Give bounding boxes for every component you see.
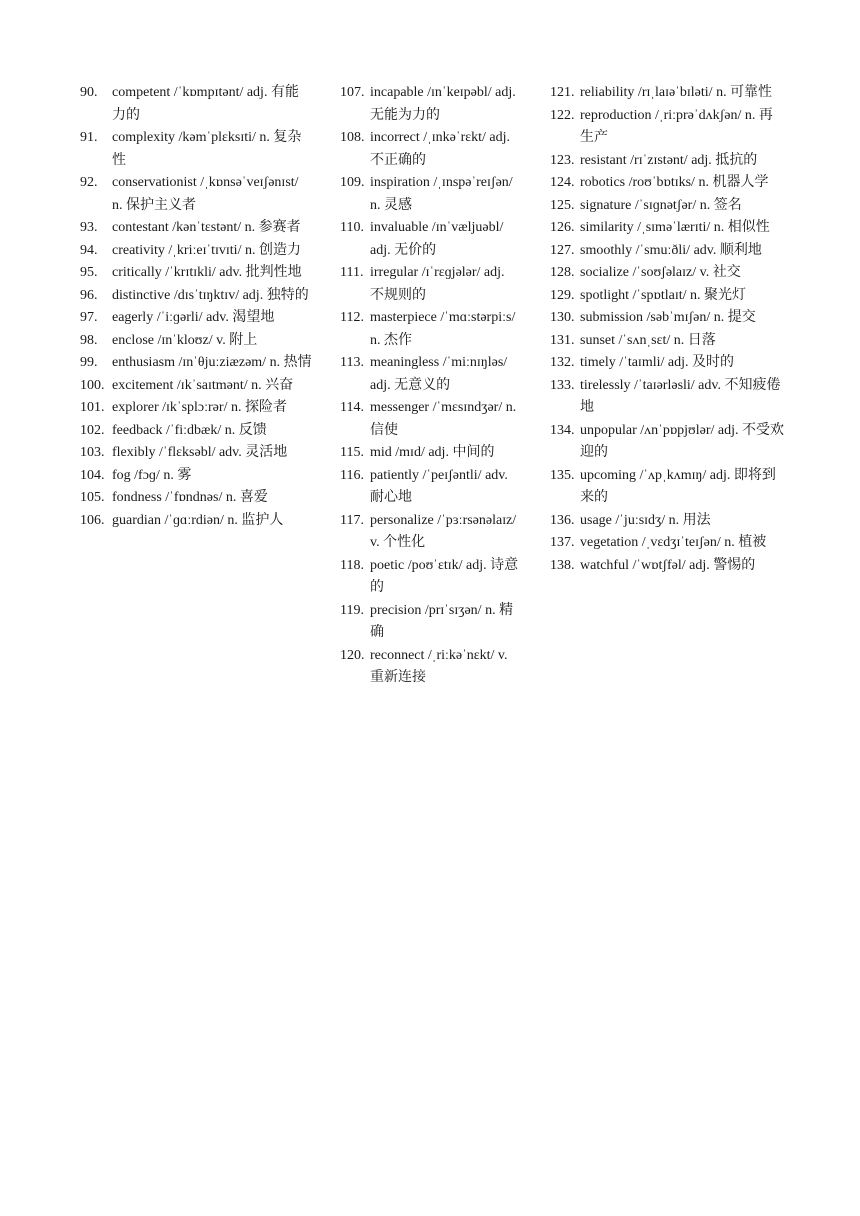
entry-number: 100. bbox=[80, 377, 105, 393]
entry-number: 135. bbox=[550, 467, 575, 483]
entry-number: 133. bbox=[550, 377, 575, 393]
entry-number: 114. bbox=[340, 400, 364, 415]
vocab-entry bbox=[550, 465, 785, 510]
entry-number: 102. bbox=[80, 422, 105, 438]
vocab-entry bbox=[550, 172, 785, 195]
entry-number: 104. bbox=[80, 467, 105, 483]
entry-number: 92. bbox=[80, 175, 98, 190]
vocab-entry bbox=[80, 397, 312, 420]
entry-definition: messenger /ˈmɛsɪndʒər/ n. 信使 bbox=[370, 400, 517, 438]
vocab-entry bbox=[340, 465, 520, 510]
entry-number: 128. bbox=[550, 265, 575, 280]
entry-definition: incorrect /ˌɪnkəˈrɛkt/ adj. 不正确的 bbox=[370, 130, 510, 168]
entry-number: 127. bbox=[550, 242, 575, 258]
vocab-entry bbox=[550, 82, 785, 105]
entry-definition: patiently /ˈpeɪʃəntli/ adv. 耐心地 bbox=[370, 467, 508, 505]
entry-number: 94. bbox=[80, 242, 98, 258]
entry-definition: robotics /roʊˈbɒtɪks/ n. 机器人学 bbox=[580, 175, 769, 190]
vocab-entry bbox=[550, 352, 785, 375]
vocab-entry bbox=[80, 127, 312, 172]
entry-number: 99. bbox=[80, 355, 98, 370]
entry-number: 125. bbox=[550, 197, 575, 213]
entry-number: 138. bbox=[550, 557, 575, 573]
entry-number: 96. bbox=[80, 287, 98, 303]
vocab-entry bbox=[80, 510, 312, 533]
entry-definition: unpopular /ʌnˈpɒpjʊlər/ adj. 不受欢迎的 bbox=[580, 422, 784, 460]
vocab-entry bbox=[340, 217, 520, 262]
vocab-entry bbox=[80, 465, 312, 488]
vocab-entry bbox=[550, 420, 785, 465]
entry-definition: resistant /rɪˈzɪstənt/ adj. 抵抗的 bbox=[580, 152, 758, 168]
vocab-entry bbox=[80, 375, 312, 398]
entry-definition: upcoming /ˈʌpˌkʌmɪŋ/ adj. 即将到来的 bbox=[580, 467, 776, 505]
vocab-entry bbox=[550, 240, 785, 263]
entry-number: 107. bbox=[340, 85, 365, 100]
entry-number: 90. bbox=[80, 85, 98, 100]
vocab-entry bbox=[340, 510, 520, 555]
entry-number: 113. bbox=[340, 355, 364, 370]
entry-definition: meaningless /ˈmiːnɪŋləs/ adj. 无意义的 bbox=[370, 355, 508, 393]
vocab-entry bbox=[340, 555, 520, 600]
entry-number: 131. bbox=[550, 332, 575, 348]
entry-definition: distinctive /dɪsˈtɪŋktɪv/ adj. 独特的 bbox=[112, 287, 309, 303]
vocab-entry bbox=[550, 285, 785, 308]
entry-number: 108. bbox=[340, 130, 365, 145]
entry-number: 134. bbox=[550, 422, 575, 438]
entry-definition: enthusiasm /ɪnˈθjuːziæzəm/ n. 热情 bbox=[112, 355, 312, 370]
entry-number: 110. bbox=[340, 220, 364, 235]
vocab-entry bbox=[550, 555, 785, 578]
entry-definition: excitement /ɪkˈsaɪtmənt/ n. 兴奋 bbox=[112, 377, 294, 393]
vocab-entry bbox=[550, 150, 785, 173]
entry-definition: feedback /ˈfiːdbæk/ n. 反馈 bbox=[112, 422, 267, 438]
entry-definition: reconnect /ˌriːkəˈnɛkt/ v. 重新连接 bbox=[370, 647, 508, 685]
vocab-entry bbox=[340, 307, 520, 352]
entry-number: 109. bbox=[340, 175, 365, 190]
entry-number: 118. bbox=[340, 557, 364, 573]
vocab-entry bbox=[80, 442, 312, 465]
entry-number: 116. bbox=[340, 467, 364, 483]
entry-definition: smoothly /ˈsmuːðli/ adv. 顺利地 bbox=[580, 242, 762, 258]
entry-definition: fondness /ˈfɒndnəs/ n. 喜爱 bbox=[112, 490, 268, 505]
vocab-entry bbox=[550, 510, 785, 533]
entry-definition: contestant /kənˈtɛstənt/ n. 参赛者 bbox=[112, 220, 301, 235]
vocab-entry bbox=[80, 307, 312, 330]
vocab-entry bbox=[550, 195, 785, 218]
vocab-entry bbox=[550, 532, 785, 555]
entry-definition: watchful /ˈwɒtʃfəl/ adj. 警惕的 bbox=[580, 557, 756, 573]
entry-definition: eagerly /ˈiːɡərli/ adv. 渴望地 bbox=[112, 310, 275, 325]
entry-number: 137. bbox=[550, 535, 575, 550]
vocab-entry bbox=[340, 262, 520, 307]
vocab-entry bbox=[550, 262, 785, 285]
vocab-entry bbox=[550, 330, 785, 353]
entry-number: 103. bbox=[80, 445, 105, 460]
entry-definition: socialize /ˈsoʊʃəlaɪz/ v. 社交 bbox=[580, 265, 741, 280]
entry-number: 97. bbox=[80, 310, 98, 325]
entry-number: 121. bbox=[550, 85, 575, 100]
vocab-entry bbox=[80, 487, 312, 510]
vocab-entry bbox=[80, 172, 312, 217]
vocab-entry bbox=[80, 82, 312, 127]
entry-number: 136. bbox=[550, 512, 575, 528]
vocabulary-column-2 bbox=[340, 82, 520, 690]
vocab-entry bbox=[340, 172, 520, 217]
entry-number: 129. bbox=[550, 287, 575, 303]
vocab-entry bbox=[340, 600, 520, 645]
entry-definition: sunset /ˈsʌnˌsɛt/ n. 日落 bbox=[580, 332, 716, 348]
entry-number: 117. bbox=[340, 512, 364, 528]
entry-definition: enclose /ɪnˈkloʊz/ v. 附上 bbox=[112, 332, 258, 348]
entry-definition: poetic /poʊˈɛtɪk/ adj. 诗意的 bbox=[370, 557, 519, 595]
vocab-entry bbox=[340, 442, 520, 465]
vocab-entry bbox=[340, 82, 520, 127]
entry-number: 106. bbox=[80, 512, 105, 528]
entry-definition: explorer /ɪkˈsplɔːrər/ n. 探险者 bbox=[112, 400, 287, 415]
vocab-entry bbox=[80, 420, 312, 443]
entry-definition: conservationist /ˌkɒnsəˈveɪʃənɪst/ n. 保护主义者 bbox=[112, 175, 299, 213]
entry-definition: spotlight /ˈspɒtlaɪt/ n. 聚光灯 bbox=[580, 287, 746, 303]
vocabulary-column-1 bbox=[80, 82, 312, 532]
entry-number: 122. bbox=[550, 107, 575, 123]
entry-definition: flexibly /ˈflɛksəbl/ adv. 灵活地 bbox=[112, 445, 288, 460]
vocab-entry bbox=[340, 397, 520, 442]
entry-definition: timely /ˈtaɪmli/ adj. 及时的 bbox=[580, 355, 734, 370]
vocab-entry bbox=[80, 217, 312, 240]
entry-definition: reliability /rɪˌlaɪəˈbɪləti/ n. 可靠性 bbox=[580, 85, 773, 100]
entry-definition: inspiration /ˌɪnspəˈreɪʃən/ n. 灵感 bbox=[370, 175, 513, 213]
entry-definition: vegetation /ˌvɛdʒɪˈteɪʃən/ n. 植被 bbox=[580, 535, 767, 550]
entry-definition: signature /ˈsɪɡnətʃər/ n. 签名 bbox=[580, 197, 742, 213]
vocab-entry bbox=[550, 307, 785, 330]
entry-number: 91. bbox=[80, 130, 98, 145]
entry-definition: complexity /kəmˈplɛksɪti/ n. 复杂性 bbox=[112, 130, 302, 168]
entry-number: 120. bbox=[340, 647, 365, 663]
entry-definition: tirelessly /ˈtaɪərləsli/ adv. 不知疲倦地 bbox=[580, 377, 781, 415]
vocab-entry bbox=[340, 645, 520, 690]
entry-definition: submission /səbˈmɪʃən/ n. 提交 bbox=[580, 310, 756, 325]
entry-definition: personalize /ˈpɜːrsənəlaɪz/ v. 个性化 bbox=[370, 512, 517, 550]
vocab-entry bbox=[80, 330, 312, 353]
vocabulary-column-3 bbox=[550, 82, 785, 577]
vocab-entry bbox=[80, 285, 312, 308]
entry-number: 115. bbox=[340, 445, 364, 460]
entry-number: 98. bbox=[80, 332, 98, 348]
vocab-entry bbox=[340, 127, 520, 172]
entry-number: 101. bbox=[80, 400, 105, 415]
entry-number: 119. bbox=[340, 602, 364, 618]
entry-definition: critically /ˈkrɪtɪkli/ adv. 批判性地 bbox=[112, 265, 302, 280]
entry-definition: invaluable /ɪnˈvæljuəbl/ adj. 无价的 bbox=[370, 220, 504, 258]
entry-number: 126. bbox=[550, 220, 575, 235]
entry-definition: fog /fɔɡ/ n. 雾 bbox=[112, 467, 192, 483]
entry-number: 123. bbox=[550, 152, 575, 168]
vocab-entry bbox=[80, 262, 312, 285]
entry-number: 124. bbox=[550, 175, 575, 190]
entry-definition: creativity /ˌkriːeɪˈtɪvɪti/ n. 创造力 bbox=[112, 242, 301, 258]
entry-number: 112. bbox=[340, 310, 364, 325]
entry-number: 132. bbox=[550, 355, 575, 370]
entry-number: 93. bbox=[80, 220, 98, 235]
vocab-entry bbox=[550, 217, 785, 240]
entry-number: 111. bbox=[340, 265, 364, 280]
entry-definition: usage /ˈjuːsɪdʒ/ n. 用法 bbox=[580, 512, 711, 528]
entry-number: 130. bbox=[550, 310, 575, 325]
entry-definition: masterpiece /ˈmɑːstərpiːs/ n. 杰作 bbox=[370, 310, 516, 348]
entry-definition: competent /ˈkɒmpɪtənt/ adj. 有能力的 bbox=[112, 85, 299, 123]
entry-number: 105. bbox=[80, 490, 105, 505]
entry-definition: reproduction /ˌriːprəˈdʌkʃən/ n. 再生产 bbox=[580, 107, 773, 145]
vocab-entry bbox=[80, 352, 312, 375]
entry-definition: mid /mɪd/ adj. 中间的 bbox=[370, 445, 495, 460]
vocab-entry bbox=[550, 375, 785, 420]
entry-definition: irregular /ɪˈrɛɡjələr/ adj. 不规则的 bbox=[370, 265, 505, 303]
entry-definition: incapable /ɪnˈkeɪpəbl/ adj. 无能为力的 bbox=[370, 85, 516, 123]
entry-definition: guardian /ˈɡɑːrdiən/ n. 监护人 bbox=[112, 512, 284, 528]
vocab-entry bbox=[80, 240, 312, 263]
vocab-entry bbox=[550, 105, 785, 150]
entry-definition: similarity /ˌsɪməˈlærɪti/ n. 相似性 bbox=[580, 220, 770, 235]
entry-definition: precision /prɪˈsɪʒən/ n. 精确 bbox=[370, 602, 514, 640]
vocab-entry bbox=[340, 352, 520, 397]
entry-number: 95. bbox=[80, 265, 98, 280]
